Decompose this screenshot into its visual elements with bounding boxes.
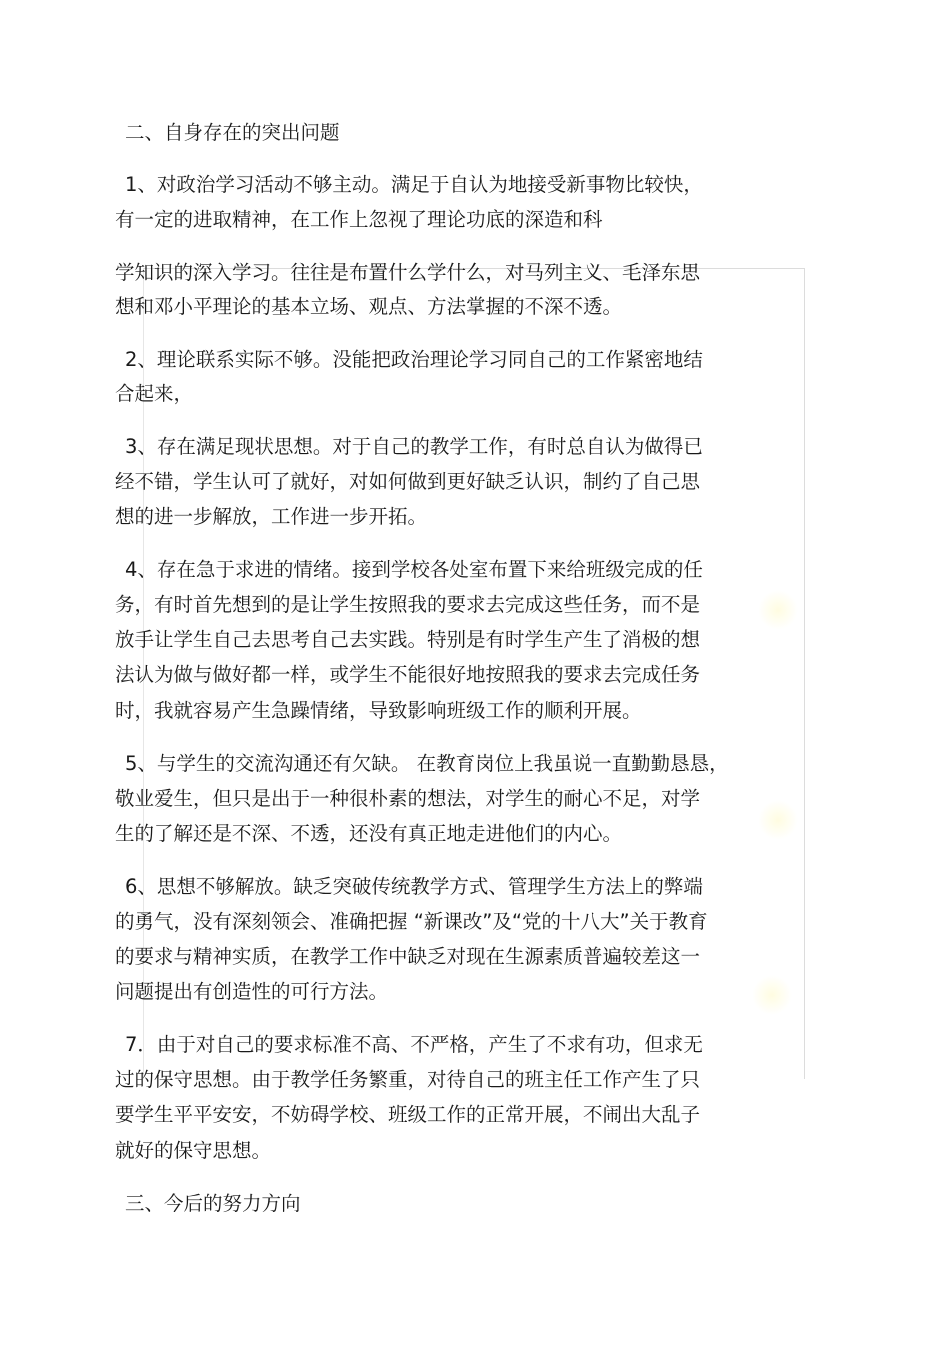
background-glow	[758, 800, 798, 840]
paragraph-2-line-2: 合起来，	[115, 382, 194, 405]
paragraph-6-line-3: 的要求与精神实质，在教学工作中缺乏对现在生源素质普遍较差这一	[115, 945, 701, 968]
paragraph-5-line-3: 生的了解还是不深、不透，还没有真正地走进他们的内心。	[115, 822, 623, 845]
paragraph-7-line-2: 过的保守思想。由于教学任务繁重，对待自己的班主任工作产生了只	[115, 1068, 701, 1091]
paragraph-2-line-1: 2、理论联系实际不够。没能把政治理论学习同自己的工作紧密地结	[125, 348, 703, 371]
paragraph-4-line-3: 放手让学生自己去思考自己去实践。特别是有时学生产生了消极的想	[115, 628, 701, 651]
paragraph-1-line-3: 学知识的深入学习。往往是布置什么学什么，对马列主义、毛泽东思	[115, 261, 701, 284]
paragraph-1-line-1: 1、对政治学习活动不够主动。满足于自认为地接受新事物比较快，	[125, 173, 703, 196]
section-2-heading: 二、自身存在的突出问题	[125, 121, 340, 144]
paragraph-6-line-1: 6、思想不够解放。缺乏突破传统教学方式、管理学生方法上的弊端	[125, 875, 703, 898]
paragraph-4-line-4: 法认为做与做好都一样，或学生不能很好地按照我的要求去完成任务	[115, 663, 701, 686]
paragraph-3-line-1: 3、存在满足现状思想。对于自己的教学工作，有时总自认为做得已	[125, 435, 703, 458]
paragraph-7-line-4: 就好的保守思想。	[115, 1139, 272, 1162]
paragraph-6-line-4: 问题提出有创造性的可行方法。	[115, 980, 389, 1003]
background-glow	[758, 590, 798, 630]
section-3-heading: 三、今后的努力方向	[125, 1192, 301, 1215]
paragraph-1-line-2: 有一定的进取精神，在工作上忽视了理论功底的深造和科	[115, 208, 603, 231]
paragraph-4-line-5: 时，我就容易产生急躁情绪，导致影响班级工作的顺利开展。	[115, 699, 642, 722]
paragraph-1-line-4: 想和邓小平理论的基本立场、观点、方法掌握的不深不透。	[115, 295, 623, 318]
paragraph-7-line-3: 要学生平平安安，不妨碍学校、班级工作的正常开展，不闹出大乱子	[115, 1103, 701, 1126]
background-glow	[752, 975, 792, 1015]
paragraph-3-line-2: 经不错，学生认可了就好，对如何做到更好缺乏认识，制约了自己思	[115, 470, 701, 493]
paragraph-5-line-1: 5、与学生的交流沟通还有欠缺。 在教育岗位上我虽说一直勤勤恳恳，	[125, 752, 729, 775]
paragraph-4-line-2: 务，有时首先想到的是让学生按照我的要求去完成这些任务，而不是	[115, 593, 701, 616]
paragraph-7-line-1: 7．由于对自己的要求标准不高、不严格，产生了不求有功，但求无	[125, 1033, 703, 1056]
paragraph-6-line-2: 的勇气，没有深刻领会、准确把握 “新课改”及“党的十八大”关于教育	[115, 910, 708, 933]
paragraph-5-line-2: 敬业爱生，但只是出于一种很朴素的想法，对学生的耐心不足，对学	[115, 787, 701, 810]
paragraph-4-line-1: 4、存在急于求进的情绪。接到学校各处室布置下来给班级完成的任	[125, 558, 703, 581]
paragraph-3-line-3: 想的进一步解放，工作进一步开拓。	[115, 505, 428, 528]
